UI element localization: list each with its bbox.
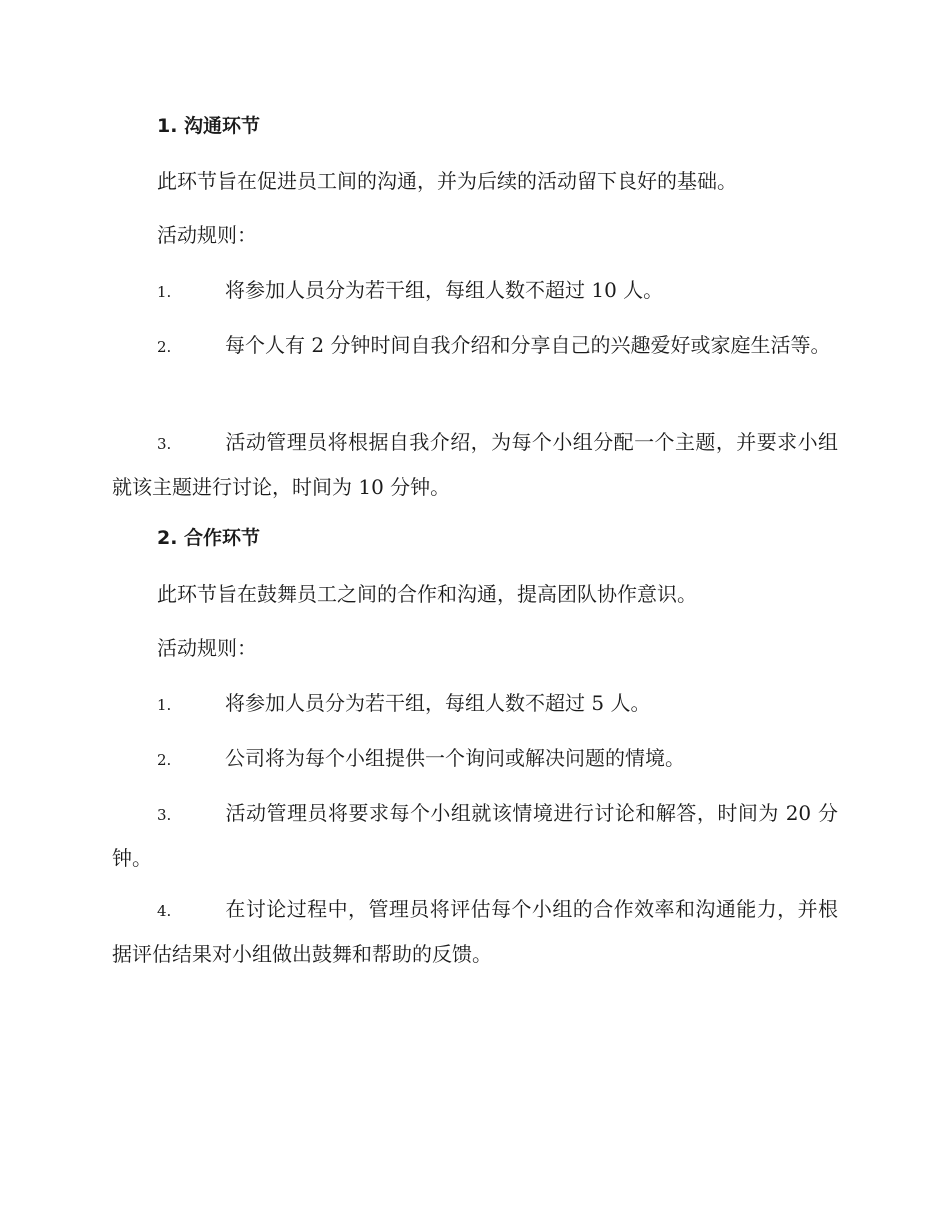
section-2-heading: 2. 合作环节 <box>157 527 261 549</box>
section-2-rule-item <box>112 737 838 782</box>
rule-number: 1. <box>157 696 172 714</box>
rule-text: 活动管理员将根据自我介绍，为每个小组分配一个主题，并要求小组就该主题进行讨论，时间为 10 分钟。 <box>112 430 838 499</box>
rule-text: 将参加人员分为若干组，每组人数不超过 5 人。 <box>225 691 651 715</box>
rule-text: 在讨论过程中，管理员将评估每个小组的合作效率和沟通能力，并根据评估结果对小组做出鼓舞和帮助的反馈。 <box>112 897 838 966</box>
rule-number: 1. <box>157 283 172 301</box>
section-1-rule-item <box>112 269 838 314</box>
rule-number: 2. <box>157 751 172 769</box>
rule-text: 将参加人员分为若干组，每组人数不超过 10 人。 <box>225 278 664 302</box>
section-2-rule-item <box>112 682 838 727</box>
section-2-rule-item <box>112 792 838 880</box>
section-1-intro: 此环节旨在促进员工间的沟通，并为后续的活动留下良好的基础。 <box>157 169 737 193</box>
rule-text: 每个人有 2 分钟时间自我介绍和分享自己的兴趣爱好或家庭生活等。 <box>225 333 831 357</box>
rule-number: 4. <box>157 902 172 920</box>
section-1-rule-item <box>112 421 838 509</box>
section-2-intro: 此环节旨在鼓舞员工之间的合作和沟通，提高团队协作意识。 <box>157 582 697 606</box>
rule-text: 活动管理员将要求每个小组就该情境进行讨论和解答，时间为 20 分钟。 <box>112 801 838 870</box>
section-1-rule-item <box>112 324 838 369</box>
rule-number: 3. <box>157 435 172 453</box>
section-2-rules-label: 活动规则： <box>157 636 257 660</box>
rule-text: 公司将为每个小组提供一个询问或解决问题的情境。 <box>225 746 685 770</box>
section-1-heading: 1. 沟通环节 <box>157 115 261 137</box>
section-1-rules-label: 活动规则： <box>157 223 257 247</box>
section-2-rule-item <box>112 888 838 976</box>
rule-number: 3. <box>157 806 172 824</box>
rule-number: 2. <box>157 338 172 356</box>
